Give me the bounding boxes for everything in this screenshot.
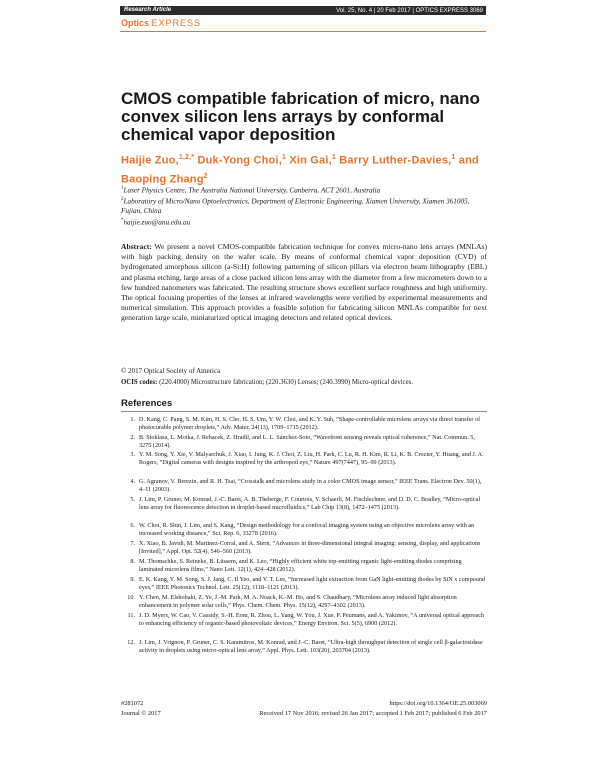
reference-text: Y. Chen, M. Elshobaki, Z. Ye, J.-M. Park, M. A. Noack, K.-M. Ho, and S. Chaudhary, “Microlens array induced light absorption enhancement in polymer solar cells,” Phys. Chem. Chem. Phys. 15(12), 4297–4302 (2013). [139,594,457,609]
ocis-text: (220.4000) Microstructure fabrication; (220.3630) Lenses; (240.3990) Micro-optical devices. [157,379,414,386]
affiliation-2 [121,195,491,216]
affiliation-sup: 2 [121,197,124,202]
reference-text: W. Choi, R. Shin, J. Lim, and S. Kang, “Design methodology for a confocal imaging system using an objective microlens array with an increased working distance,” Sci. Rep. 6, 33278 (2016). [139,522,475,537]
author-name: Xin Gai, [286,154,332,167]
abstract-text: We present a novel CMOS-compatible fabrication technique for convex micro-nano lens arrays (MNLAs) with high packing density on the wafer scale. By means of conformal chemical vapor deposition (CVD) of hydrogenated amorphous silicon (a-Si:H) following patterning of silicon pillars via electron beam lithography (EBL) and plasma etching, large areas of a close packed silicon lens array with the diameter from a few micrometers down to a few hundred nanometers was fabricated. The resulting structure shows excellent surface roughness and high uniformity. The optical focusing properties of the lenses at infrared wavelengths were verified by experimental measurements and numerical simulation. This approach provides a feasible solution for fabricating silicon MNLAs compatible for next generation large scale, miniaturized optical imaging detectors and related optical devices. [121,242,487,323]
author-name: and Baoping Zhang [121,154,479,186]
reference-text: B. Stoklasa, L. Motka, J. Rehacek, Z. Hradil, and L. L. Sánchez-Soto, “Wavefront sensing reveals optical coherence,” Nat. Commun. 5, 3275 (2014). [139,434,475,449]
ocis-label: OCIS codes: [121,379,158,386]
ocis-codes [121,379,413,386]
journal-copyright: Journal © 2017 [121,710,161,717]
reference-text: G. Agranov, V. Berezin, and R. H. Tsai, “Crosstalk and microlens study in a color CMOS image sensor,” IEEE Trans. Electron Dev. 50(1), 4–11 (2003). [139,478,482,493]
affiliation-sup: * [121,218,124,223]
reference-number: 1. [130,416,135,423]
affiliation-text: Laser Physics Centre, The Australia National University, Canberra, ACT 2601, Australia [123,186,381,195]
reference-text: E. K. Kang, Y. M. Song, S. J. Jang, C. Il Yeo, and Y. T. Lee, “Increased light extraction from GaN light-emitting diodes by SiN x compound eyes,” IEEE Photonics Technol. Lett. 25(12), 1118–1121 (2013). [139,576,486,591]
reference-number: 5. [130,496,135,503]
reference-number: 8. [130,558,135,565]
author-sup: 2 [203,172,208,180]
reference-text: Y. M. Song, Y. Xie, V. Malyarchuk, J. Xiao, I. Jung, K. J. Choi, Z. Liu, H. Park, C. Lu, R. H. Kim, R. Li, K. B. Crozier, Y. Huang, and J. A. Rogers, “Digital cameras with designs inspired by the arthropod eye,” Nature 497(7447), 95–99 (2013). [139,451,484,466]
copyright-notice: © 2017 Optical Society of America [121,367,221,375]
paper-title: CMOS compatible fabrication of micro, nano convex silicon lens arrays by conformal chemical vapor deposition [121,89,480,144]
journal-logo-optics: Optics [121,18,150,28]
article-type-label: Research Article [124,7,172,13]
reference-number: 11. [127,612,135,619]
author-sup: 1 [281,154,287,161]
journal-header-bar [120,6,486,15]
corresponding-email[interactable] [121,216,491,228]
publication-dates: Received 17 Nov 2016; revised 26 Jan 2017; accepted 1 Feb 2017; published 6 Feb 2017 [259,710,487,717]
reference-text: M. Thomschke, S. Reineke, B. Lüssem, and K. Leo, “Highly efficient white top-emitting organic light-emitting diodes comprising laminated microlens films,” Nano Lett. 12(1), 424–428 (2012). [139,558,462,573]
journal-logo [121,18,201,28]
reference-text: X. Xiao, B. Javidi, M. Martinez-Corral, and A. Stern, “Advances in three-dimensional integral imaging: sensing, display, and applications [Invited],” Appl. Opt. 52(4), 546–560 (2013). [139,540,481,555]
doi-link[interactable]: https://doi.org/10.1364/OE.25.003069 [389,700,487,707]
article-id: #281072 [121,700,144,707]
reference-number: 12. [127,639,135,646]
reference-number: 2. [130,434,135,441]
header-rule [120,31,486,32]
email-link[interactable]: haijie.zuo@anu.edu.au [123,218,191,227]
author-sup: 1 [331,154,336,161]
abstract [121,242,487,324]
author-name: Haijie Zuo, [121,154,179,167]
reference-number: 10. [127,594,135,601]
reference-text: J. Lim, J. Vrignon, P. Gruner, C. S. Karamitros, M. Konrad, and J.-C. Baret, “Ultra-high throughput detection of single cell β-galactosidase activity in droplets using micro-optical lens array,” Appl. Phys. Lett. 103(20), 203704 (2013). [139,639,483,654]
affiliation-sup: 1 [121,186,124,191]
reference-text: J. D. Myers, W. Cao, V. Cassidy, S.-H. Eom, R. Zhou, L. Yang, W. You, J. Xue, P. Peumans, and A. Yakimov, “A universal optical approach to enhancing efficiency of organic-based photovoltaic devices,” Energy Environ. Sci. 5(5), 6900 (2012). [139,612,485,627]
reference-number: 4. [130,478,135,485]
journal-logo-express: EXPRESS [151,18,202,28]
reference-number: 6. [130,522,135,529]
reference-text: J. Lim, P. Gruner, M. Konrad, J.-C. Baret, A. B. Theberge, F. Courtois, Y. Schaerli, M. Fischlechner, and D. D. C. Bradley, “Micro-optical lens array for fluorescence detection in droplet-based microfluidics,” Lab Chip 13(8), 1472–1475 (2013). [139,496,481,511]
references-heading: References [121,398,173,409]
reference-number: 9. [130,576,135,583]
author-name: Barry Luther-Davies, [335,154,452,167]
reference-number: 3. [130,451,135,458]
reference-text: D. Kang, C. Pang, S. M. Kim, H. S. Cho, H. S. Um, Y. W. Choi, and K. Y. Suh, “Shape-controllable microlens arrays via direct transfer of photocurable polymer droplets,” Adv. Mater. 24(13), 1709–1715 (2012). [139,416,481,431]
volume-info: Vol. 25, No. 4 | 20 Feb 2017 | OPTICS EXPRESS 3069 [336,8,483,14]
author-sup: 1 [451,154,456,161]
references-rule [121,411,487,412]
author-list [121,150,491,187]
affiliation-text: Laboratory of Micro/Nano Optoelectronics, Department of Electronic Engineering, Xiamen University, Xiamen 361005, Fujian, China [121,197,470,215]
author-sup: 1,2,* [178,154,195,161]
author-name: Duk-Yong Choi, [194,154,282,167]
reference-number: 7. [130,540,135,547]
abstract-label: Abstract: [121,242,152,251]
